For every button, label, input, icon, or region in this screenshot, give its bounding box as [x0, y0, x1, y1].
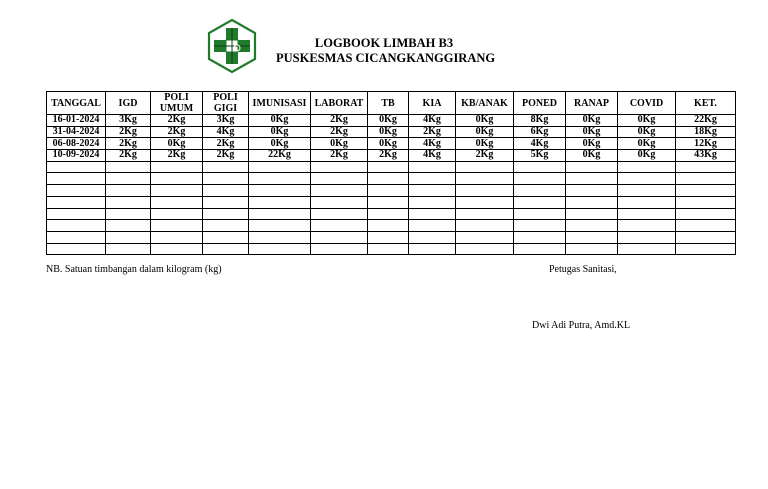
table-cell: 2Kg: [151, 115, 203, 127]
empty-table-cell: [311, 185, 368, 197]
table-cell: 18Kg: [676, 126, 736, 138]
empty-table-cell: [106, 185, 151, 197]
empty-table-cell: [618, 208, 676, 220]
table-cell: 4Kg: [409, 115, 456, 127]
empty-table-cell: [203, 208, 249, 220]
document-header: [276, 36, 496, 66]
table-cell: 0Kg: [311, 138, 368, 150]
empty-table-cell: [311, 231, 368, 243]
empty-table-cell: [311, 208, 368, 220]
table-cell: 2Kg: [368, 150, 409, 162]
table-cell: 22Kg: [676, 115, 736, 127]
table-header-row: [47, 92, 736, 115]
column-header-tb: TB: [368, 92, 409, 115]
table-cell: 0Kg: [566, 126, 618, 138]
column-header-poli-gigi: POLI GIGI: [203, 92, 249, 115]
table-row: [47, 115, 736, 127]
empty-table-cell: [249, 173, 311, 185]
empty-table-cell: [311, 243, 368, 255]
empty-table-row: [47, 208, 736, 220]
empty-table-cell: [47, 161, 106, 173]
empty-table-cell: [566, 161, 618, 173]
empty-table-row: [47, 173, 736, 185]
empty-table-cell: [203, 231, 249, 243]
table-cell: 0Kg: [618, 126, 676, 138]
empty-table-cell: [311, 173, 368, 185]
empty-table-cell: [203, 173, 249, 185]
table-cell: 43Kg: [676, 150, 736, 162]
empty-table-cell: [618, 185, 676, 197]
table-cell: 0Kg: [618, 115, 676, 127]
empty-table-cell: [456, 161, 514, 173]
empty-table-cell: [368, 196, 409, 208]
table-cell: 0Kg: [249, 138, 311, 150]
empty-table-cell: [249, 161, 311, 173]
empty-table-cell: [249, 243, 311, 255]
empty-table-cell: [676, 243, 736, 255]
empty-table-cell: [456, 196, 514, 208]
signer-role: Petugas Sanitasi,: [549, 264, 617, 275]
empty-table-cell: [47, 208, 106, 220]
empty-table-cell: [106, 196, 151, 208]
column-header-laborat: LABORAT: [311, 92, 368, 115]
empty-table-cell: [249, 220, 311, 232]
table-cell: 6Kg: [514, 126, 566, 138]
empty-table-cell: [151, 173, 203, 185]
empty-table-cell: [618, 161, 676, 173]
logbook-table: [46, 91, 736, 255]
empty-table-row: [47, 196, 736, 208]
empty-table-cell: [151, 208, 203, 220]
table-cell: 2Kg: [456, 150, 514, 162]
empty-table-cell: [676, 196, 736, 208]
empty-table-cell: [249, 196, 311, 208]
table-cell: 10-09-2024: [47, 150, 106, 162]
empty-table-cell: [409, 196, 456, 208]
empty-table-cell: [618, 173, 676, 185]
empty-table-cell: [368, 208, 409, 220]
empty-table-cell: [566, 196, 618, 208]
empty-table-cell: [368, 231, 409, 243]
table-cell: 0Kg: [151, 138, 203, 150]
empty-table-cell: [514, 185, 566, 197]
puskesmas-logo-icon: [206, 18, 258, 74]
empty-table-cell: [151, 161, 203, 173]
empty-table-cell: [249, 231, 311, 243]
column-header-poli-umum: POLI UMUM: [151, 92, 203, 115]
empty-table-cell: [106, 220, 151, 232]
empty-table-cell: [456, 173, 514, 185]
table-cell: 0Kg: [368, 138, 409, 150]
empty-table-cell: [203, 243, 249, 255]
empty-table-cell: [566, 243, 618, 255]
empty-table-cell: [368, 220, 409, 232]
document-title: LOGBOOK LIMBAH B3: [314, 36, 454, 50]
column-header-covid: COVID: [618, 92, 676, 115]
table-cell: 4Kg: [514, 138, 566, 150]
empty-table-cell: [676, 220, 736, 232]
empty-table-cell: [409, 185, 456, 197]
empty-table-cell: [249, 185, 311, 197]
column-header-ket: KET.: [676, 92, 736, 115]
table-cell: 0Kg: [566, 150, 618, 162]
table-cell: 2Kg: [203, 150, 249, 162]
empty-table-cell: [249, 208, 311, 220]
empty-table-cell: [368, 173, 409, 185]
column-header-imunisasi: IMUNISASI: [249, 92, 311, 115]
table-cell: 4Kg: [409, 138, 456, 150]
column-header-ranap: RANAP: [566, 92, 618, 115]
empty-table-row: [47, 220, 736, 232]
table-cell: 2Kg: [106, 126, 151, 138]
empty-table-cell: [566, 220, 618, 232]
table-cell: 2Kg: [311, 115, 368, 127]
empty-table-cell: [106, 173, 151, 185]
empty-table-cell: [456, 243, 514, 255]
table-cell: 06-08-2024: [47, 138, 106, 150]
table-cell: 0Kg: [456, 138, 514, 150]
empty-table-cell: [151, 185, 203, 197]
table-cell: 2Kg: [409, 126, 456, 138]
empty-table-cell: [368, 243, 409, 255]
empty-table-cell: [106, 243, 151, 255]
table-cell: 0Kg: [456, 126, 514, 138]
empty-table-cell: [566, 185, 618, 197]
table-cell: 0Kg: [456, 115, 514, 127]
column-header-kb-anak: KB/ANAK: [456, 92, 514, 115]
empty-table-cell: [409, 243, 456, 255]
empty-table-cell: [514, 173, 566, 185]
empty-table-cell: [106, 231, 151, 243]
empty-table-cell: [106, 208, 151, 220]
empty-table-cell: [203, 185, 249, 197]
empty-table-cell: [514, 208, 566, 220]
empty-table-cell: [676, 208, 736, 220]
empty-table-cell: [151, 243, 203, 255]
signer-name: Dwi Adi Putra, Amd.KL: [532, 320, 631, 331]
column-header-tanggal: TANGGAL: [47, 92, 106, 115]
empty-table-cell: [47, 231, 106, 243]
empty-table-cell: [368, 185, 409, 197]
table-cell: 5Kg: [514, 150, 566, 162]
empty-table-cell: [203, 196, 249, 208]
empty-table-cell: [514, 161, 566, 173]
table-row: [47, 150, 736, 162]
empty-table-cell: [151, 220, 203, 232]
empty-table-cell: [203, 161, 249, 173]
empty-table-cell: [409, 173, 456, 185]
empty-table-cell: [106, 161, 151, 173]
table-cell: 0Kg: [368, 115, 409, 127]
document-subtitle: PUSKESMAS CICANGKANGGIRANG: [276, 51, 496, 65]
table-body: [47, 115, 736, 255]
empty-table-cell: [47, 220, 106, 232]
empty-table-cell: [47, 185, 106, 197]
table-cell: 0Kg: [618, 150, 676, 162]
empty-table-cell: [409, 208, 456, 220]
empty-table-cell: [566, 173, 618, 185]
table-cell: 2Kg: [203, 138, 249, 150]
table-cell: 22Kg: [249, 150, 311, 162]
column-header-igd: IGD: [106, 92, 151, 115]
empty-table-cell: [456, 208, 514, 220]
column-header-poned: PONED: [514, 92, 566, 115]
empty-table-cell: [676, 161, 736, 173]
empty-table-cell: [618, 220, 676, 232]
empty-table-cell: [514, 196, 566, 208]
table-cell: 2Kg: [311, 126, 368, 138]
empty-table-cell: [676, 231, 736, 243]
table-cell: 0Kg: [618, 138, 676, 150]
table-cell: 0Kg: [566, 115, 618, 127]
empty-table-cell: [514, 231, 566, 243]
table-cell: 0Kg: [566, 138, 618, 150]
empty-table-cell: [456, 220, 514, 232]
empty-table-cell: [151, 196, 203, 208]
empty-table-cell: [409, 220, 456, 232]
empty-table-cell: [514, 220, 566, 232]
empty-table-row: [47, 161, 736, 173]
table-cell: 2Kg: [311, 150, 368, 162]
table-cell: 16-01-2024: [47, 115, 106, 127]
empty-table-cell: [618, 243, 676, 255]
empty-table-cell: [311, 161, 368, 173]
table-cell: 4Kg: [203, 126, 249, 138]
column-header-kia: KIA: [409, 92, 456, 115]
empty-table-cell: [368, 161, 409, 173]
table-cell: 4Kg: [409, 150, 456, 162]
table-cell: 12Kg: [676, 138, 736, 150]
empty-table-cell: [618, 231, 676, 243]
empty-table-cell: [47, 243, 106, 255]
table-cell: 3Kg: [106, 115, 151, 127]
empty-table-cell: [456, 231, 514, 243]
table-cell: 31-04-2024: [47, 126, 106, 138]
empty-table-cell: [47, 173, 106, 185]
empty-table-cell: [456, 185, 514, 197]
table-cell: 2Kg: [106, 150, 151, 162]
table-cell: 0Kg: [368, 126, 409, 138]
empty-table-cell: [47, 196, 106, 208]
unit-note: NB. Satuan timbangan dalam kilogram (kg): [46, 264, 222, 275]
table-cell: 0Kg: [249, 126, 311, 138]
empty-table-cell: [566, 231, 618, 243]
table-cell: 3Kg: [203, 115, 249, 127]
empty-table-row: [47, 185, 736, 197]
empty-table-cell: [203, 220, 249, 232]
table-cell: 8Kg: [514, 115, 566, 127]
empty-table-cell: [151, 231, 203, 243]
table-cell: 2Kg: [151, 150, 203, 162]
empty-table-cell: [676, 185, 736, 197]
empty-table-cell: [676, 173, 736, 185]
empty-table-cell: [311, 196, 368, 208]
table-cell: 0Kg: [249, 115, 311, 127]
table-row: [47, 126, 736, 138]
empty-table-cell: [514, 243, 566, 255]
table-row: [47, 138, 736, 150]
table-cell: 2Kg: [151, 126, 203, 138]
empty-table-cell: [618, 196, 676, 208]
table-cell: 2Kg: [106, 138, 151, 150]
empty-table-row: [47, 243, 736, 255]
empty-table-cell: [409, 161, 456, 173]
empty-table-cell: [409, 231, 456, 243]
empty-table-cell: [566, 208, 618, 220]
empty-table-cell: [311, 220, 368, 232]
empty-table-row: [47, 231, 736, 243]
